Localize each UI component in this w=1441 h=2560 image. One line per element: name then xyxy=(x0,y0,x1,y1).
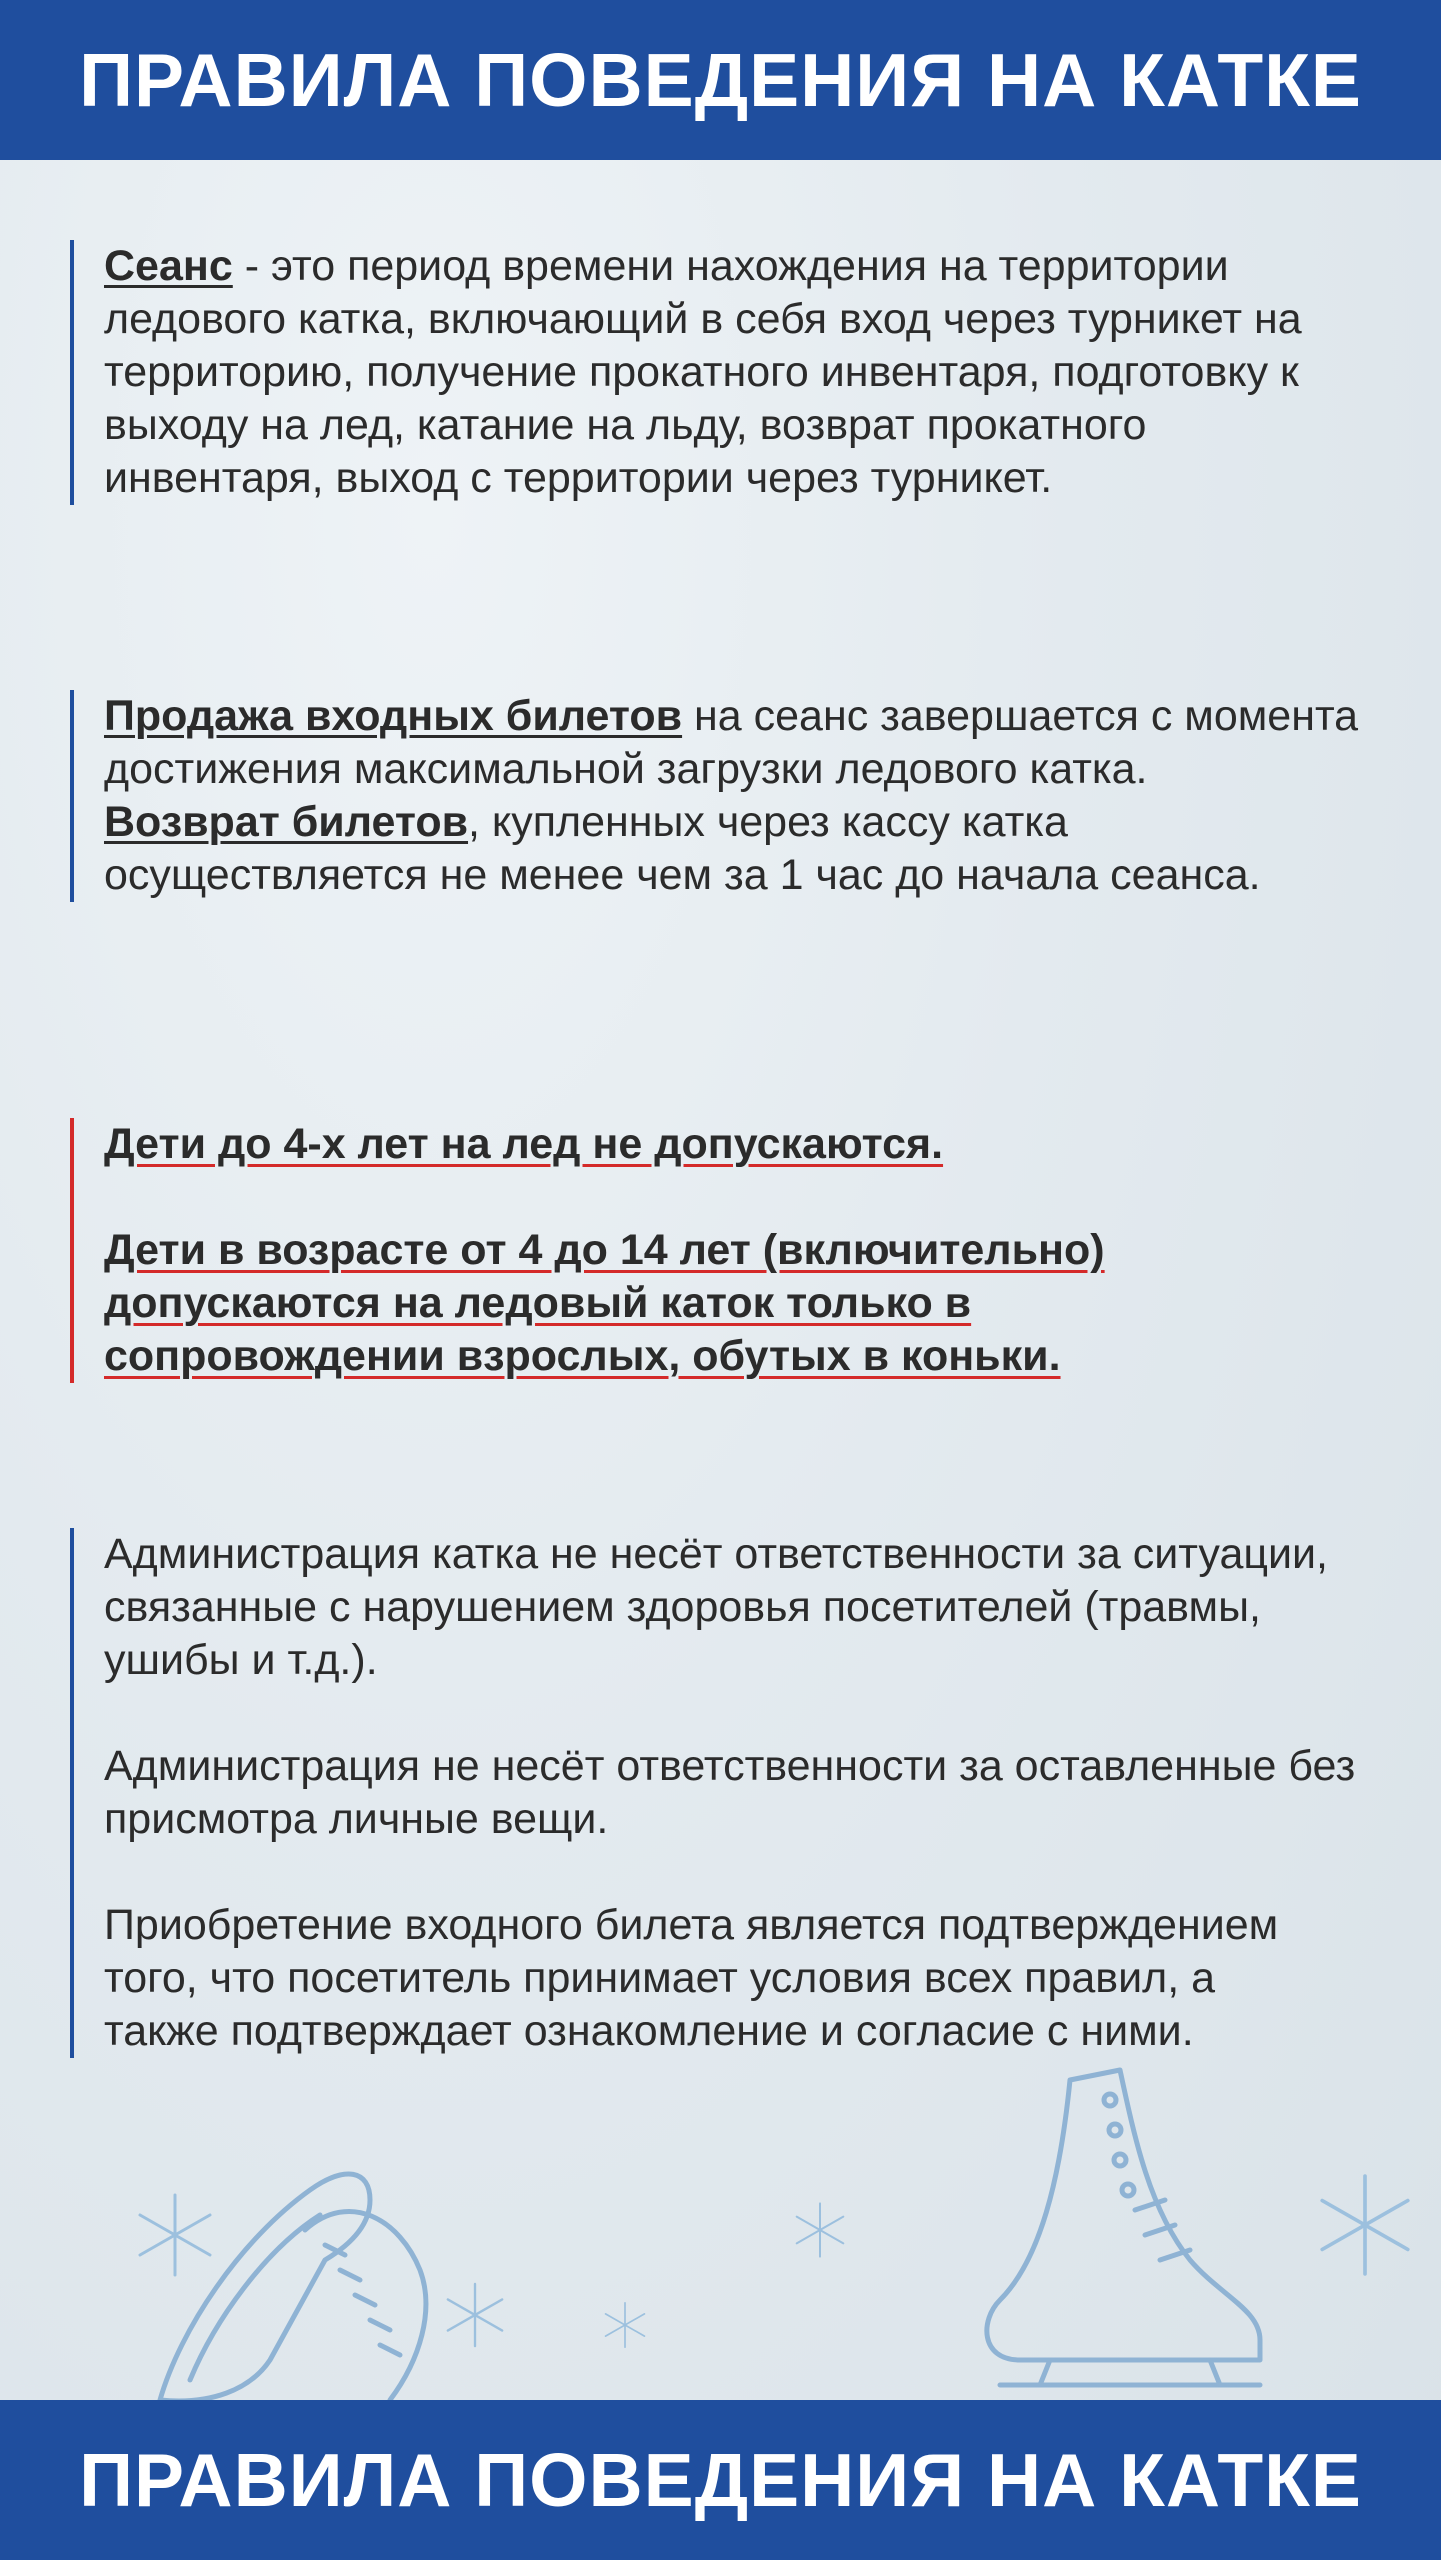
children-rules-block xyxy=(70,1118,1244,1383)
responsibility-block xyxy=(70,1528,1374,2058)
children-rule-under-4: Дети до 4-х лет на лед не допускаются. xyxy=(104,1120,944,1168)
header-banner xyxy=(0,0,1441,160)
session-definition: - это период времени нахождения на территории ледового катка, включающий в себя вход через турникет на территорию, получение прокатного инвентаря, подготовку к выходу на лед, катание на льду, возврат прокатного инвентаря, выход с территории через турникет. xyxy=(104,242,1302,502)
snowflake-icon xyxy=(1310,2170,1420,2280)
snowflake-icon xyxy=(600,2300,650,2350)
ticket-refund-text: , купленных через кассу катка осуществляется не менее чем за 1 час до начала сеанса. xyxy=(104,798,1261,899)
tickets-block xyxy=(70,690,1374,902)
children-rule-4-14: Дети в возрасте от 4 до 14 лет (включительно) допускаются на ледовый каток только в сопровождении взрослых, обутых в коньки. xyxy=(104,1226,1105,1380)
snowflake-icon xyxy=(440,2280,510,2350)
snowflake-icon xyxy=(790,2200,850,2260)
session-term: Сеанс xyxy=(104,242,233,290)
ticket-sales-text: на сеанс завершается с момента достижения максимальной загрузки ледового катка. xyxy=(104,692,1359,793)
responsibility-belongings: Администрация не несёт ответственности за оставленные без присмотра личные вещи. xyxy=(104,1742,1356,1843)
ticket-sales-term: Продажа входных билетов xyxy=(104,692,683,740)
ticket-refund-term: Возврат билетов xyxy=(104,798,469,846)
session-definition-block xyxy=(70,240,1374,505)
header-title: ПРАВИЛА ПОВЕДЕНИЯ НА КАТКЕ xyxy=(79,38,1362,122)
responsibility-health: Администрация катка не несёт ответственности за ситуации, связанные с нарушением здоровья посетителей (травмы, ушибы и т.д.). xyxy=(104,1530,1328,1684)
footer-title: ПРАВИЛА ПОВЕДЕНИЯ НА КАТКЕ xyxy=(79,2438,1362,2522)
skate-right-illustration xyxy=(960,2060,1280,2400)
ticket-acceptance: Приобретение входного билета является подтверждением того, что посетитель принимает условия всех правил, а также подтверждает ознакомление и согласие с ними. xyxy=(104,1901,1279,2055)
snowflake-icon xyxy=(130,2190,220,2280)
footer-banner xyxy=(0,2400,1441,2560)
